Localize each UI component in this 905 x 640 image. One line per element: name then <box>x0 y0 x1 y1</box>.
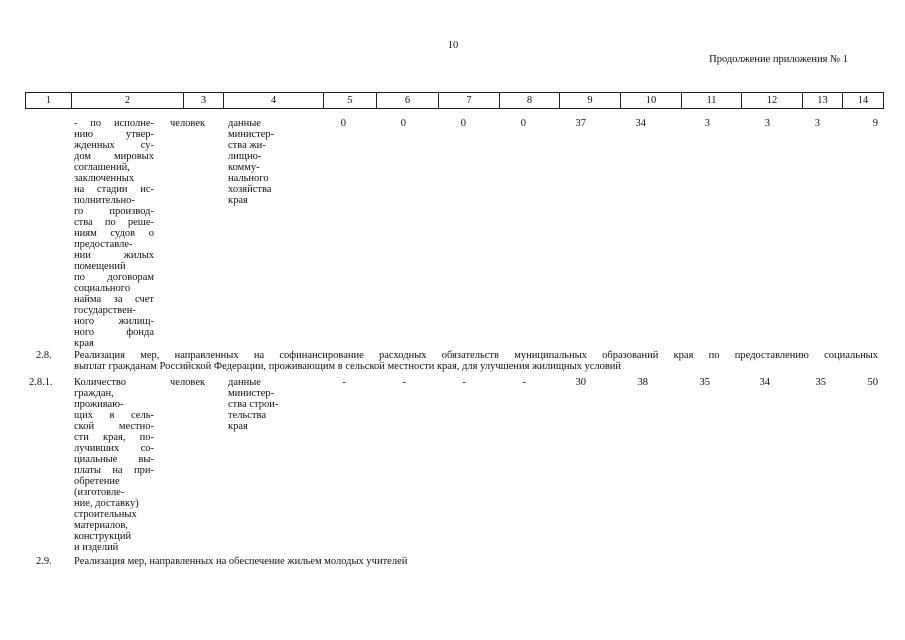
text-line: ниям судов о <box>74 228 154 239</box>
row-a-value-12: 3 <box>764 118 770 129</box>
text-line: платы на при- <box>74 465 154 476</box>
text-line: хозяйства <box>228 184 272 195</box>
row-2-8-1-indicator-text <box>74 377 154 553</box>
text-line: по договорам <box>74 272 154 283</box>
text-line: нию утвер- <box>74 129 154 140</box>
section-2-8-title-line2: выплат гражданам Российской Федерации, проживающим в сельской местности края, для улучшения жилищных условий <box>74 361 622 372</box>
row-2-8-1-number: 2.8.1. <box>29 377 53 388</box>
col-header-4: 4 <box>224 93 324 109</box>
text-line: социального <box>74 283 131 294</box>
row-a-indicator-text <box>74 118 154 349</box>
text-line: - по исполне- <box>74 118 154 129</box>
text-line: лищно- <box>228 151 262 162</box>
row-2-8-1-value-11: 35 <box>699 377 710 388</box>
row-2-8-1-value-9: 30 <box>575 377 586 388</box>
text-line: дом мировых <box>74 151 154 162</box>
row-a-value-13: 3 <box>814 118 820 129</box>
row-a-source <box>228 118 298 206</box>
text-line: (изготовле- <box>74 487 125 498</box>
continuation-label: Продолжение приложения № 1 <box>709 54 848 65</box>
text-line: граждан, <box>74 388 114 399</box>
text-line: министер- <box>228 388 275 399</box>
row-a-value-6: 0 <box>400 118 406 129</box>
col-header-2: 2 <box>72 93 184 109</box>
text-line: данные <box>228 377 261 388</box>
row-2-8-1-value-7: - <box>462 377 466 388</box>
text-line: тельства <box>228 410 267 421</box>
col-header-9: 9 <box>560 93 621 109</box>
text-line: данные <box>228 118 261 129</box>
text-line: ства по реше- <box>74 217 154 228</box>
text-line: края <box>228 195 248 206</box>
col-header-1: 1 <box>26 93 72 109</box>
text-line: го производ- <box>74 206 154 217</box>
col-header-8: 8 <box>500 93 560 109</box>
text-line: ного фонда <box>74 327 154 338</box>
col-header-6: 6 <box>377 93 439 109</box>
text-line: ской местно- <box>74 421 154 432</box>
col-header-11: 11 <box>682 93 742 109</box>
col-header-13: 13 <box>803 93 843 109</box>
row-a-value-5: 0 <box>340 118 346 129</box>
text-line: государствен- <box>74 305 136 316</box>
text-line: ства строи- <box>228 399 279 410</box>
text-line: проживаю- <box>74 399 124 410</box>
row-2-8-1-source <box>228 377 298 432</box>
text-line: ства жи- <box>228 140 266 151</box>
text-line: найма за счет <box>74 294 154 305</box>
header-row-table <box>25 92 884 109</box>
text-line: лучивших со- <box>74 443 154 454</box>
section-2-9-title: Реализация мер, направленных на обеспечение жильем молодых учителей <box>74 556 408 567</box>
text-line: жденных су- <box>74 140 154 151</box>
text-line: заключенных <box>74 173 135 184</box>
text-line: нального <box>228 173 269 184</box>
text-line: соглашений, <box>74 162 130 173</box>
row-2-8-1-value-6: - <box>402 377 406 388</box>
row-a-value-14: 9 <box>872 118 878 129</box>
text-line: Количество <box>74 377 127 388</box>
text-line: министер- <box>228 129 275 140</box>
text-line: ние, доставку) <box>74 498 139 509</box>
section-2-8-title-line1: Реализация мер, направленных на софинансирование расходных обязательств муниципальных образований края по предоставлению социальных <box>74 350 878 361</box>
row-a-value-10: 34 <box>635 118 646 129</box>
col-header-3: 3 <box>184 93 224 109</box>
row-2-8-1-value-8: - <box>522 377 526 388</box>
row-a-value-7: 0 <box>460 118 466 129</box>
text-line: на стадии ис- <box>74 184 154 195</box>
row-2-8-1-unit: человек <box>170 377 206 388</box>
row-a-value-8: 0 <box>520 118 526 129</box>
row-a-value-11: 3 <box>704 118 710 129</box>
text-line: края <box>228 421 248 432</box>
section-2-9-number: 2.9. <box>36 556 52 567</box>
col-header-10: 10 <box>621 93 682 109</box>
col-header-14: 14 <box>843 93 884 109</box>
row-2-8-1-value-10: 38 <box>637 377 648 388</box>
text-line: щих в сель- <box>74 410 154 421</box>
text-line: нии жилых <box>74 250 154 261</box>
text-line: предоставле- <box>74 239 133 250</box>
text-line: помещений <box>74 261 126 272</box>
row-a-unit: человек <box>170 118 206 129</box>
text-line: сти края, по- <box>74 432 154 443</box>
text-line: ного жилищ- <box>74 316 154 327</box>
text-line: полнительно- <box>74 195 135 206</box>
page-number: 10 <box>447 40 459 51</box>
text-line: края <box>74 338 94 349</box>
text-line: конструкций <box>74 531 132 542</box>
text-line: обретение <box>74 476 120 487</box>
col-header-7: 7 <box>439 93 500 109</box>
row-a-value-9: 37 <box>575 118 586 129</box>
row-2-8-1-value-14: 50 <box>867 377 878 388</box>
text-line: и изделий <box>74 542 119 553</box>
text-line: строительных <box>74 509 137 520</box>
text-line: циальные вы- <box>74 454 154 465</box>
row-2-8-1-value-12: 34 <box>759 377 770 388</box>
text-line: материалов, <box>74 520 128 531</box>
section-2-8-number: 2.8. <box>36 350 52 361</box>
row-2-8-1-value-13: 35 <box>815 377 826 388</box>
col-header-12: 12 <box>742 93 803 109</box>
row-2-8-1-value-5: - <box>342 377 346 388</box>
text-line: комму- <box>228 162 260 173</box>
col-header-5: 5 <box>324 93 377 109</box>
